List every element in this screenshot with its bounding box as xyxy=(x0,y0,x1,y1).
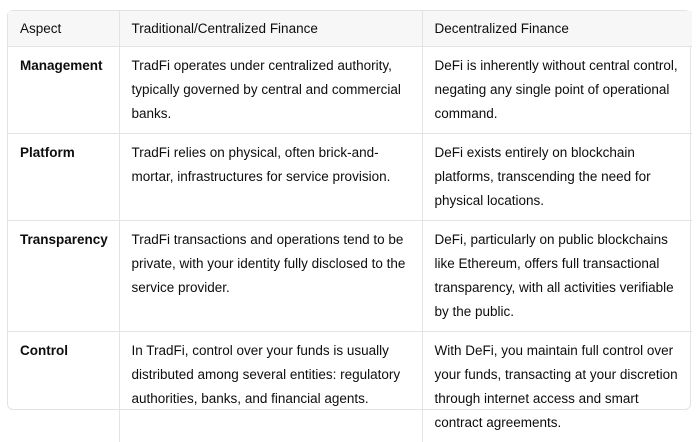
header-row xyxy=(8,11,692,46)
header-decentralized-finance: Decentralized Finance xyxy=(422,11,692,46)
tradfi-cell: TradFi relies on physical, often brick-and-mortar, infrastructures for service provision. xyxy=(119,133,422,220)
table-header xyxy=(8,11,692,46)
tradfi-cell: TradFi transactions and operations tend to be private, with your identity fully disclosed to the service provider. xyxy=(119,220,422,331)
aspect-cell: Management xyxy=(8,46,119,133)
tradfi-cell: TradFi operates under centralized authority, typically governed by central and commercial banks. xyxy=(119,46,422,133)
aspect-cell: Control xyxy=(20,342,68,358)
comparison-table xyxy=(8,11,692,442)
defi-cell: DeFi is inherently without central control, negating any single point of operational command. xyxy=(422,46,692,133)
table-row-transparency xyxy=(8,220,692,331)
aspect-cell: Transparency xyxy=(8,220,119,331)
comparison-table-container xyxy=(7,10,691,430)
aspect-cell: Platform xyxy=(8,133,119,220)
defi-cell: With DeFi, you maintain full control over your funds, transacting at your discretion through internet access and smart contract agreements. xyxy=(422,331,692,442)
header-traditional-finance: Traditional/Centralized Finance xyxy=(119,11,422,46)
header-aspect: Aspect xyxy=(8,11,119,46)
table-row-platform xyxy=(8,133,692,220)
tradfi-cell: In TradFi, control over your funds is usually distributed among several entities: regulatory authorities, banks, and financial agents. xyxy=(119,331,422,442)
table-row-control xyxy=(8,331,692,442)
table-row-management xyxy=(8,46,692,133)
table-body xyxy=(8,46,692,442)
defi-cell: DeFi exists entirely on blockchain platforms, transcending the need for physical locations. xyxy=(422,133,692,220)
defi-cell: DeFi, particularly on public blockchains like Ethereum, offers full transactional transparency, with all activities verifiable by the public. xyxy=(422,220,692,331)
